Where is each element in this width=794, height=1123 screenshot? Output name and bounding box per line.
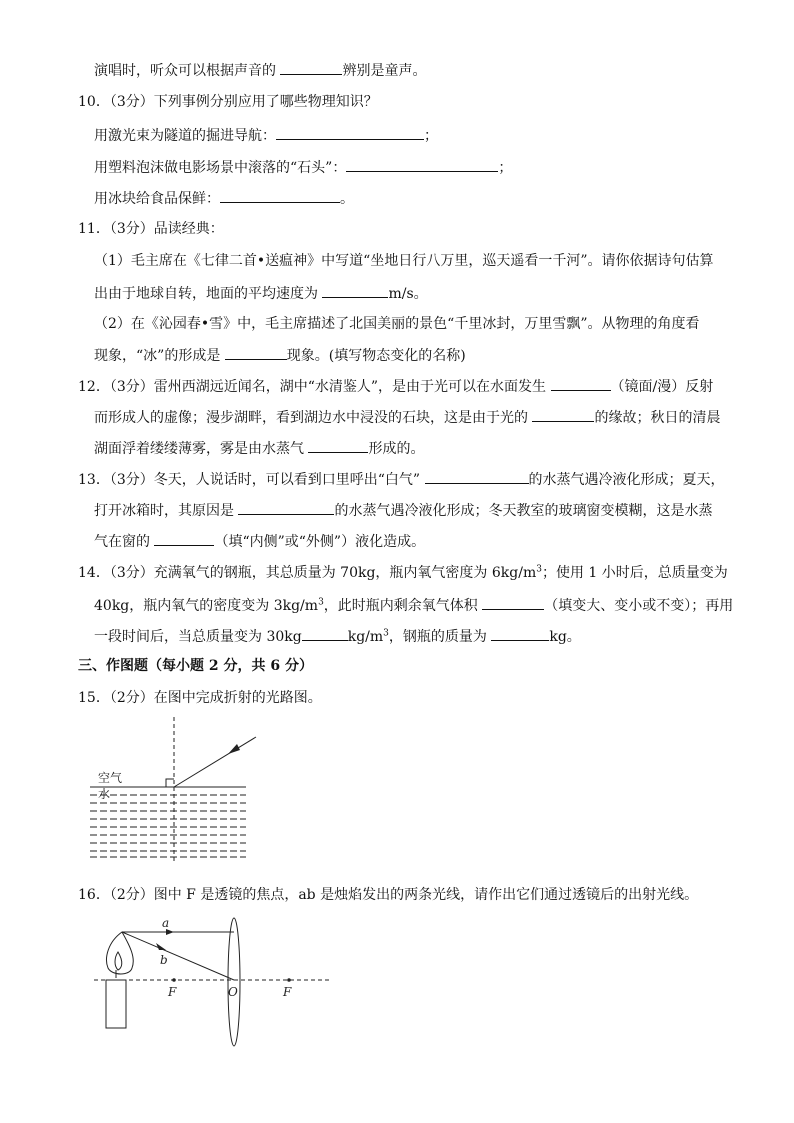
- refraction-diagram: [90, 715, 270, 865]
- text: 13．（3分）冬天，人说话时，可以看到口里呼出“白气”: [78, 472, 425, 488]
- flame-icon: [107, 932, 134, 974]
- text: 40kg，瓶内氧气的密度变为 3kg/m: [94, 598, 319, 614]
- question-11-line-b: [94, 283, 428, 304]
- question-11-line-c: （2）在《沁园春•雪》中，毛主席描述了北国美丽的景色“千里冰封，万里雪飘”。从物理的角度看: [94, 316, 700, 332]
- answer-blank[interactable]: [220, 188, 340, 203]
- focal-point-left: [172, 978, 176, 982]
- water-hatching: [90, 795, 246, 857]
- question-14-line-b: [94, 595, 733, 616]
- question-10-line-a: [94, 125, 438, 146]
- question-12-line-a: [78, 376, 713, 397]
- superscript: 3: [536, 564, 542, 575]
- answer-blank[interactable]: [425, 469, 529, 484]
- text: 的水蒸气遇冷液化形成；冬天教室的玻璃窗变模糊，这是水蒸: [334, 503, 713, 519]
- label-o: O: [228, 985, 238, 999]
- answer-blank[interactable]: [308, 438, 368, 453]
- text: 12．（3分）雷州西湖远近闻名，湖中“水清鉴人”，是由于光可以在水面发生: [78, 379, 551, 395]
- answer-blank[interactable]: [302, 626, 348, 641]
- text: 形成的。: [368, 441, 425, 457]
- text: 用塑料泡沫做电影场景中滚落的“石头”：: [94, 160, 347, 176]
- text: 一段时间后，当总质量变为 30kg: [94, 629, 302, 645]
- text: 打开冰箱时，其原因是: [94, 503, 239, 519]
- inner-flame-icon: [115, 952, 122, 970]
- text: 现象，“冰”的形成是: [94, 348, 225, 364]
- text: 14．（3分）充满氧气的钢瓶，其总质量为 70kg，瓶内氧气密度为 6kg/m: [78, 565, 537, 581]
- text: 湖面浮着缕缕薄雾，雾是由水蒸气: [94, 441, 309, 457]
- answer-blank[interactable]: [276, 125, 424, 140]
- arrow-icon: [228, 744, 240, 754]
- question-13-line-b: [94, 500, 712, 521]
- text: 而形成人的虚像；漫步湖畔，看到湖边水中浸没的石块，这是由于光的: [94, 410, 533, 426]
- text: （填“内侧”或“外侧”）液化造成。: [214, 534, 426, 550]
- answer-blank[interactable]: [551, 376, 611, 391]
- label-b: b: [160, 953, 168, 967]
- text: ；使用 1 小时后，总质量变为: [541, 565, 728, 581]
- incident-ray: [174, 737, 256, 787]
- text: 辨别是童声。: [342, 63, 427, 79]
- text: （镜面/漫）反射: [610, 379, 714, 395]
- convex-lens: [228, 918, 240, 1046]
- answer-blank[interactable]: [491, 626, 549, 641]
- text: m/s。: [388, 286, 428, 302]
- question-12-line-c: [94, 438, 424, 459]
- answer-blank[interactable]: [280, 60, 342, 75]
- ray-b: [122, 932, 234, 980]
- water-label: 水: [98, 787, 111, 801]
- answer-blank[interactable]: [238, 500, 334, 515]
- superscript: 3: [383, 628, 389, 639]
- answer-blank[interactable]: [482, 595, 544, 610]
- text: 现象。(填写物态变化的名称): [286, 348, 466, 364]
- text: ；: [424, 128, 438, 144]
- text: 的水蒸气遇冷液化形成；夏天，: [528, 472, 725, 488]
- question-11-line-d: [94, 345, 466, 366]
- text: ，钢瓶的质量为: [388, 629, 492, 645]
- label-f-left: F: [168, 985, 177, 999]
- answer-blank[interactable]: [154, 531, 214, 546]
- question-14-line-c: [94, 626, 581, 647]
- text: 气在窗的: [94, 534, 155, 550]
- question-11-line-a: （1）毛主席在《七律二首•送瘟神》中写道“坐地日行八万里，巡天遥看一千河”。请你依据诗句估算: [94, 253, 714, 269]
- question-10-title: 10．（3分）下列事例分别应用了哪些物理知识？: [78, 94, 378, 110]
- intro-line: [94, 60, 426, 81]
- question-11-title: 11．（3分）品读经典：: [78, 221, 224, 237]
- superscript: 3: [318, 597, 324, 608]
- text: ；: [498, 160, 513, 176]
- candle-body: [106, 980, 126, 1028]
- answer-blank[interactable]: [225, 345, 287, 360]
- text: 。: [340, 191, 354, 207]
- right-angle-mark: [166, 779, 174, 787]
- question-15-title: 15．（2分）在图中完成折射的光路图。: [78, 690, 322, 706]
- text: 出由于地球自转，地面的平均速度为: [94, 286, 323, 302]
- question-14-line-a: [78, 563, 728, 583]
- answer-blank[interactable]: [322, 283, 388, 298]
- text: 用冰块给食品保鲜：: [94, 191, 220, 207]
- text: ，此时瓶内剩余氧气体积: [323, 598, 483, 614]
- question-13-line-a: [78, 469, 725, 490]
- text: kg。: [549, 629, 581, 645]
- question-13-line-c: [94, 531, 425, 552]
- question-10-line-c: [94, 188, 354, 209]
- arrow-icon: [156, 943, 166, 950]
- label-a: a: [162, 916, 170, 930]
- text: 用激光束为隧道的掘进导航：: [94, 128, 276, 144]
- air-label: 空气: [98, 771, 123, 785]
- text: 演唱时，听众可以根据声音的: [94, 63, 281, 79]
- text: 的缘故；秋日的清晨: [594, 410, 721, 426]
- question-16-title: 16．（2分）图中 F 是透镜的焦点，ab 是烛焰发出的两条光线，请作出它们通过透镜后的出射光线。: [78, 887, 699, 903]
- question-12-line-b: [94, 407, 720, 428]
- answer-blank[interactable]: [346, 157, 498, 172]
- label-f-right: F: [283, 985, 292, 999]
- answer-blank[interactable]: [532, 407, 594, 422]
- focal-point-right: [287, 978, 291, 982]
- question-10-line-b: [94, 157, 512, 178]
- section-3-heading: 三、作图题（每小题 2 分，共 6 分）: [78, 658, 313, 674]
- text: kg/m: [347, 629, 384, 645]
- lens-diagram: [94, 912, 334, 1052]
- text: （填变大、变小或不变）；再用: [544, 598, 734, 614]
